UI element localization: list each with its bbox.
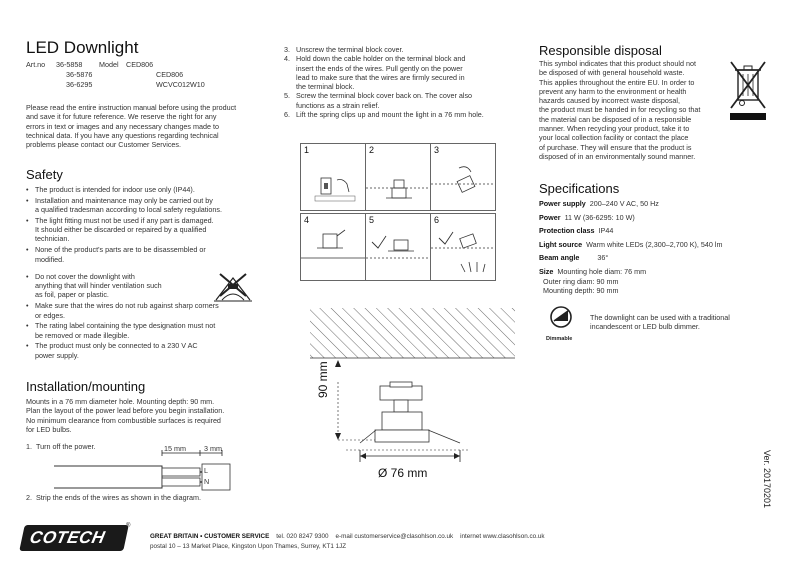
wire-dim-b: 3 mm (204, 444, 222, 453)
step-2: 2. Strip the ends of the wires as shown in the diagram. (26, 493, 202, 502)
article-number: 36-5858 (56, 60, 83, 69)
mounting-dimension-diagram (300, 300, 520, 490)
specifications-heading: Specifications (539, 181, 620, 196)
specifications-table (539, 197, 723, 296)
safety-heading: Safety (26, 167, 63, 182)
disposal-text: This symbol indicates that this product should not be disposed of with general household waste. This applies throughout the entire EU. In order to prevent any harm to the environment or health hazards caused by incorrect waste disposal, the product must be handed in for recycling so that the material can be disposed of in a responsible manner. When recycling your product, take it to your local collection facility or contact the place of purchase. They will ensure that the product is disposed of in an environmentally sound manner. (539, 59, 701, 161)
list-item: • The rating label containing the type designation must not be removed or made illegible. (26, 321, 266, 340)
step-1: 1. Turn off the power. (26, 442, 96, 451)
list-item: • The product is intended for indoor use only (IP44). (26, 185, 266, 194)
article-number: 36-5876 (66, 70, 93, 79)
terminal-label-n: N (204, 477, 210, 486)
diameter-dimension-label: Ø 76 mm (378, 466, 428, 480)
spec-row: Power supply 200–240 V AC, 50 Hz (539, 199, 659, 208)
list-item: • Installation and maintenance may only be carried out by a qualified tradesman according to local safety regulations. (26, 196, 266, 215)
terminal-label-l: L (204, 466, 208, 475)
step-panel-6: 6 (430, 213, 496, 281)
weee-bin-icon (728, 58, 768, 124)
step-panel-5: 5 (365, 213, 431, 281)
spec-size-line: Outer ring diam: 90 mm (543, 276, 619, 286)
dimmable-text: The downlight can be used with a traditional incandescent or LED bulb dimmer. (590, 313, 730, 332)
model-number: WCVC012W10 (156, 80, 205, 89)
intro-line: technical data. If you have any questions regarding technical (26, 130, 219, 140)
installation-text: Mounts in a 76 mm diameter hole. Mounting depth: 90 mm. Plan the layout of the power lead before you begin installation. No minimum clearance from combustible surfaces is required for LED bulbs. (26, 397, 225, 434)
intro-line: errors in text or images and any necessary changes made to (26, 121, 219, 131)
intro-line: Please read the entire instruction manual before using the product (26, 103, 237, 112)
list-item: • Make sure that the wires do not rub against sharp corners or edges. (26, 301, 266, 320)
footer-contact: GREAT BRITAIN • CUSTOMER SERVICE tel. 020 8247 9300 e-mail customerservice@clasohlson.co.uk internet www.clasohlson.co.uk (150, 533, 545, 540)
list-item: • The light fitting must not be used if any part is damaged. It should either be discarded or repaired by a qualified technician. (26, 216, 266, 244)
registered-mark: ® (126, 523, 131, 529)
spec-row: Beam angle 36° (539, 253, 609, 263)
version-label: Ver. 20170201 (762, 450, 772, 509)
mounting-steps (284, 45, 524, 119)
artno-label: Art.no (26, 60, 46, 69)
article-numbers (26, 60, 256, 92)
model-number: CED806 (156, 70, 184, 79)
step-panel-4: 4 (300, 213, 366, 281)
list-item: 6. Lift the spring clips up and mount the light in a 76 mm hole. (284, 110, 484, 120)
model-number: CED806 (126, 60, 154, 69)
spec-row: Protection class IP44 (539, 226, 614, 236)
intro-line: problems please contact our Customer Services. (26, 140, 181, 150)
list-item: • Do not cover the downlight with anything that will hinder ventilation such as foil, paper or plastic. (26, 272, 266, 300)
step-panel-3: 3 (430, 143, 496, 211)
intro-line: and save it for future reference. We reserve the right for any (26, 112, 217, 122)
no-cover-warning-icon (212, 270, 254, 304)
installation-heading: Installation/mounting (26, 379, 146, 394)
wire-dim-a: 15 mm (164, 444, 186, 453)
dimmable-badge-label: Dimmable (546, 336, 573, 342)
list-item: 5. Screw the terminal block cover back on. The cover also functions as a strain relief. (284, 91, 473, 110)
intro-text (26, 103, 236, 149)
spec-row: Power 11 W (36-6295: 10 W) (539, 212, 635, 222)
dimmable-icon (543, 305, 579, 335)
step-panel-1: 1 (300, 143, 366, 211)
model-label: Model (99, 60, 119, 69)
article-number: 36-6295 (66, 80, 93, 89)
spec-row: Size Mounting hole diam: 76 mm (539, 266, 647, 276)
list-item: • The product must only be connected to a 230 V AC power supply. (26, 341, 266, 360)
spec-size-line: Mounting depth: 90 mm (543, 286, 619, 296)
list-item: • None of the product's parts are to be disassembled or modified. (26, 245, 266, 264)
footer-postal: postal 10 – 13 Market Place, Kingston Upon Thames, Surrey, KT1 1JZ (150, 543, 347, 550)
step-panel-2: 2 (365, 143, 431, 211)
spec-row: Light source Warm white LEDs (2,300–2,700 K), 540 lm (539, 239, 723, 249)
list-item: 3. Unscrew the terminal block cover. (284, 45, 404, 54)
brand-logo: COTECH (19, 525, 129, 551)
disposal-heading: Responsible disposal (539, 43, 662, 58)
height-dimension-label: 90 mm (316, 361, 330, 398)
list-item: 4. Hold down the cable holder on the terminal block and insert the ends of the wires. Pull gently on the power lead to make sure that the wires are firmly secured in the terminal block. (284, 54, 466, 92)
page-title: LED Downlight (26, 38, 139, 57)
